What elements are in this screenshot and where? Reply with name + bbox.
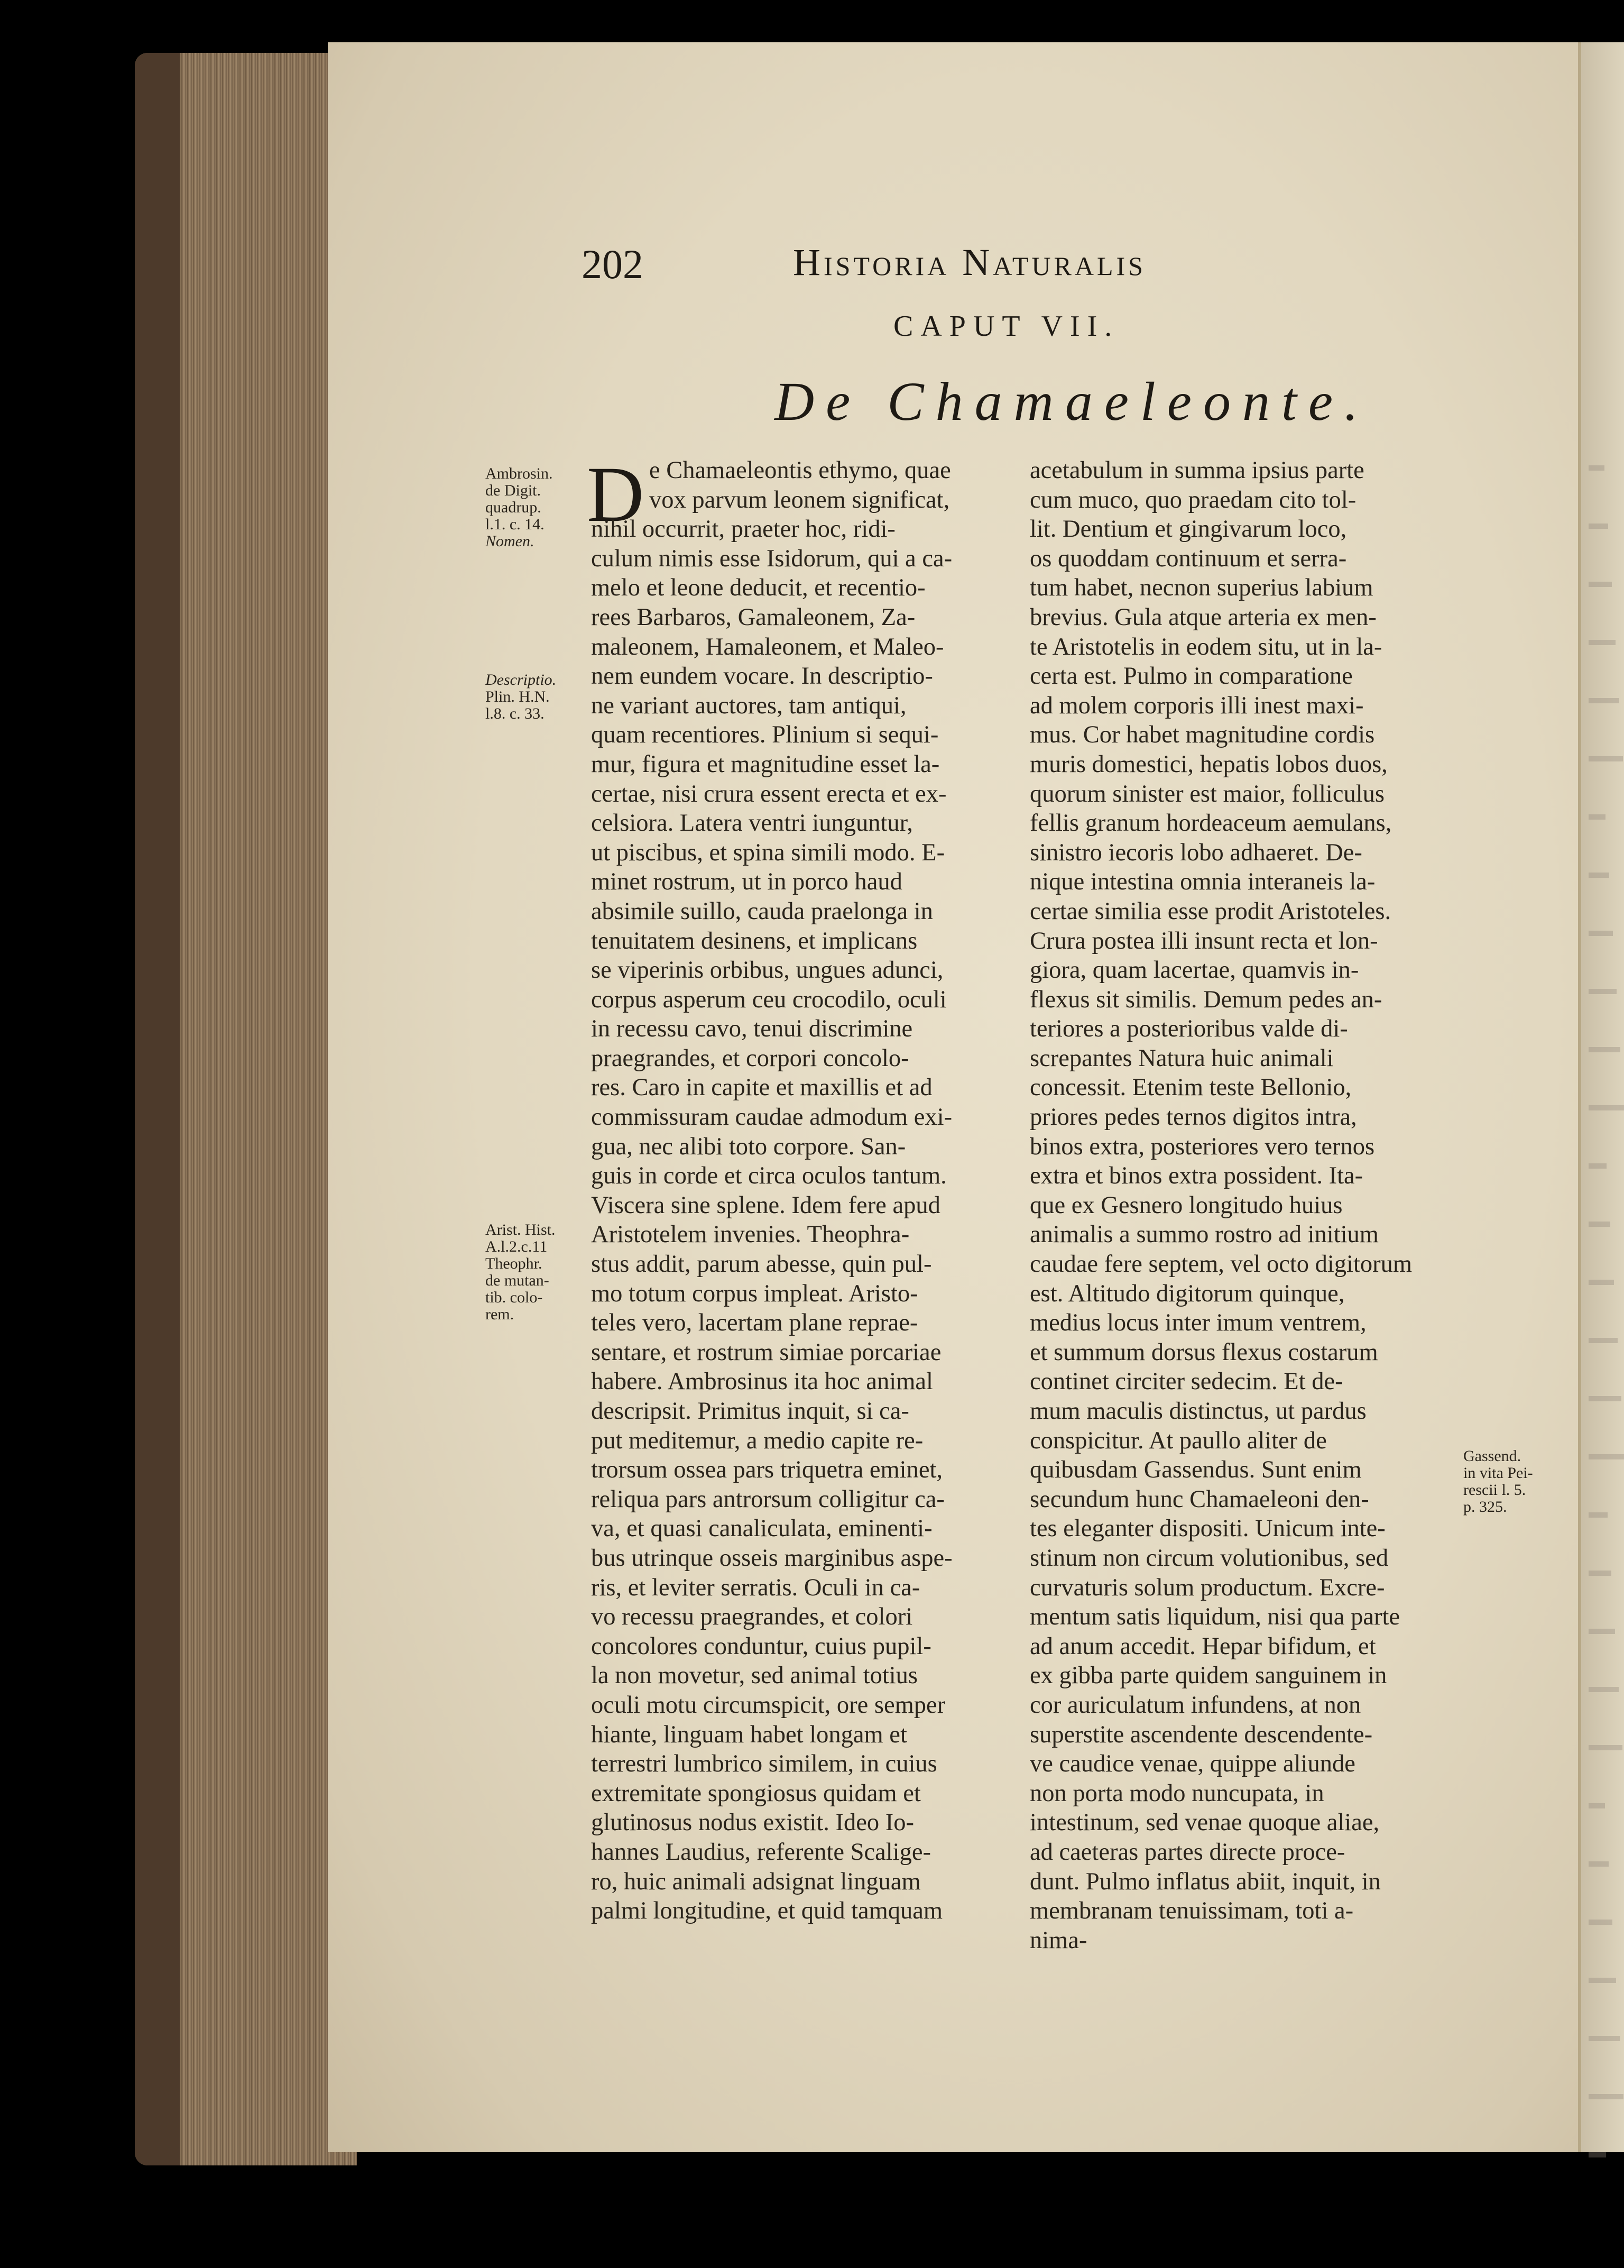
- text-line: trorsum ossea pars triquetra eminet,: [591, 1456, 943, 1484]
- text-line: Viscera sine splene. Idem fere apud: [591, 1191, 940, 1219]
- margin-note-line: rescii l. 5.: [1463, 1481, 1526, 1499]
- text-line: stinum non circum volutionibus, sed: [1030, 1544, 1389, 1572]
- text-line: conspicitur. At paullo aliter de: [1030, 1427, 1327, 1454]
- text-line: concolores conduntur, cuius pupil-: [591, 1632, 931, 1660]
- text-line: nique intestina omnia interaneis la-: [1030, 868, 1376, 896]
- text-line: mum maculis distinctus, ut pardus: [1030, 1398, 1367, 1425]
- text-line: tum habet, necnon superius labium: [1030, 574, 1373, 602]
- text-line: res. Caro in capite et maxillis et ad: [591, 1074, 933, 1101]
- text-line: vo recessu praegrandes, et colori: [591, 1603, 913, 1631]
- text-line: minet rostrum, ut in porco haud: [591, 868, 902, 896]
- text-line: mo totum corpus impleat. Aristo-: [591, 1280, 918, 1307]
- text-line: e Chamaeleontis ethymo, quae: [649, 457, 951, 484]
- text-line: bus utrinque osseis marginibus aspe-: [591, 1544, 953, 1572]
- text-line: brevius. Gula atque arteria ex men-: [1030, 603, 1377, 631]
- text-line: giora, quam lacertae, quamvis in-: [1030, 957, 1359, 984]
- text-line: secundum hunc Chamaeleoni den-: [1030, 1485, 1369, 1513]
- text-line: nem eundem vocare. In descriptio-: [591, 663, 933, 690]
- text-line: descripsit. Primitus inquit, si ca-: [591, 1398, 909, 1425]
- text-line: est. Altitudo digitorum quinque,: [1030, 1280, 1345, 1307]
- text-line: ad molem corporis illi inest maxi-: [1030, 692, 1364, 719]
- text-line: teriores a posterioribus valde di-: [1030, 1015, 1348, 1043]
- text-line: put meditemur, a medio capite re-: [591, 1427, 924, 1454]
- text-line: ve caudice venae, quippe aliunde: [1030, 1750, 1355, 1778]
- text-line: non porta modo nuncupata, in: [1030, 1779, 1324, 1807]
- facing-page-text-trace: [1589, 2094, 1623, 2099]
- text-line: in recessu cavo, tenui discrimine: [591, 1015, 913, 1043]
- text-line: oculi motu circumspicit, ore semper: [591, 1691, 946, 1719]
- text-line: commissuram caudae admodum exi-: [591, 1104, 953, 1131]
- text-line: guis in corde et circa oculos tantum.: [591, 1162, 947, 1190]
- text-line: ro, huic animali adsignat linguam: [591, 1868, 921, 1895]
- text-line: cor auriculatum infundens, at non: [1030, 1691, 1361, 1719]
- facing-page-text-trace: [1589, 1803, 1605, 1808]
- facing-page-text-trace: [1589, 1280, 1614, 1285]
- margin-note-line: de mutan-: [485, 1272, 549, 1289]
- text-line: hannes Laudius, referente Scalige-: [591, 1838, 931, 1866]
- text-column-left: [591, 456, 1014, 1926]
- text-line: Crura postea illi insunt recta et lon-: [1030, 927, 1378, 954]
- margin-note-line: Nomen.: [485, 532, 534, 550]
- text-line: te Aristotelis in eodem situ, ut in la-: [1030, 633, 1382, 660]
- text-line: praegrandes, et corpori concolo-: [591, 1044, 909, 1072]
- text-line: celsiora. Latera ventri iunguntur,: [591, 810, 913, 837]
- text-line: fellis granum hordeaceum aemulans,: [1030, 810, 1392, 837]
- margin-note-line: de Digit.: [485, 482, 541, 499]
- facing-page-text-trace: [1589, 1338, 1618, 1343]
- margin-note-line: Gassend.: [1463, 1447, 1521, 1465]
- text-line: quibusdam Gassendus. Sunt enim: [1030, 1456, 1362, 1484]
- text-line: tenuitatem desinens, et implicans: [591, 927, 918, 954]
- text-line: acetabulum in summa ipsius parte: [1030, 457, 1364, 484]
- text-column-right: [1030, 456, 1463, 1955]
- text-line: culum nimis esse Isidorum, qui a ca-: [591, 545, 953, 572]
- chapter-heading: CAPUT VII.: [893, 310, 1120, 343]
- facing-page-text-trace: [1589, 640, 1616, 645]
- text-line: ne variant auctores, tam antiqui,: [591, 692, 907, 719]
- facing-page-text-trace: [1589, 2036, 1620, 2041]
- text-line: mentum satis liquidum, nisi qua parte: [1030, 1603, 1400, 1631]
- text-line: nima-: [1030, 1926, 1087, 1954]
- facing-page-text-trace: [1589, 1920, 1612, 1925]
- margin-note-line: l.8. c. 33.: [485, 705, 545, 722]
- facing-page-text-trace: [1589, 1163, 1607, 1169]
- facing-page-text-trace: [1589, 1105, 1624, 1110]
- margin-note-line: Descriptio.: [485, 671, 557, 688]
- text-line: terrestri lumbrico similem, in cuius: [591, 1750, 937, 1778]
- text-line: os quoddam continuum et serra-: [1030, 545, 1347, 572]
- facing-page-text-trace: [1589, 1745, 1622, 1750]
- facing-page-text-trace: [1589, 1047, 1620, 1052]
- text-line: dunt. Pulmo inflatus abiit, inquit, in: [1030, 1868, 1381, 1895]
- margin-note-line: Arist. Hist.: [485, 1221, 556, 1238]
- text-line: habere. Ambrosinus ita hoc animal: [591, 1368, 933, 1395]
- text-line: caudae fere septem, vel octo digitorum: [1030, 1251, 1413, 1278]
- facing-page-text-trace: [1589, 1629, 1615, 1634]
- text-line: mur, figura et magnitudine esset la-: [591, 750, 940, 778]
- text-line: nihil occurrit, praeter hoc, ridi-: [591, 516, 896, 543]
- text-line: la non movetur, sed animal totius: [591, 1662, 918, 1689]
- text-line: screpantes Natura huic animali: [1030, 1044, 1334, 1072]
- drop-cap-initial: D: [587, 451, 644, 538]
- text-line: hiante, linguam habet longam et: [591, 1721, 907, 1748]
- text-line: priores pedes ternos digitos intra,: [1030, 1104, 1357, 1131]
- margin-note-line: quadrup.: [485, 499, 541, 516]
- margin-note-line: Plin. H.N.: [485, 688, 550, 705]
- margin-note: [485, 1222, 556, 1323]
- text-line: ex gibba parte quidem sanguinem in: [1030, 1662, 1387, 1689]
- text-line: concessit. Etenim teste Bellonio,: [1030, 1074, 1352, 1101]
- text-line: ut piscibus, et spina simili modo. E-: [591, 839, 945, 866]
- text-line: binos extra, posteriores vero ternos: [1030, 1133, 1375, 1160]
- facing-page-text-trace: [1589, 1861, 1609, 1867]
- text-line: certa est. Pulmo in comparatione: [1030, 663, 1353, 690]
- text-line: sentare, et rostrum simiae porcariae: [591, 1338, 942, 1366]
- text-line: continet circiter sedecim. Et de-: [1030, 1368, 1343, 1395]
- facing-page-text-trace: [1589, 1571, 1611, 1576]
- text-line: gua, nec alibi toto corpore. San-: [591, 1133, 906, 1160]
- text-line: va, et quasi canaliculata, eminenti-: [591, 1515, 933, 1542]
- facing-page-text-trace: [1589, 873, 1609, 878]
- text-line: glutinosus nodus existit. Ideo Io-: [591, 1809, 914, 1837]
- facing-page-text-trace: [1589, 931, 1613, 936]
- page-number: 202: [582, 241, 643, 287]
- margin-note-line: in vita Pei-: [1463, 1464, 1533, 1482]
- text-line: rees Barbaros, Gamaleonem, Za-: [591, 603, 916, 631]
- text-line: medius locus inter imum ventrem,: [1030, 1309, 1367, 1337]
- text-line: vox parvum leonem significat,: [649, 486, 950, 513]
- facing-page-text-trace: [1589, 989, 1617, 994]
- text-line: sinistro iecoris lobo adhaeret. De-: [1030, 839, 1362, 866]
- margin-note: [1463, 1448, 1533, 1516]
- text-line: muris domestici, hepatis lobos duos,: [1030, 750, 1388, 778]
- text-line: melo et leone deducit, et recentio-: [591, 574, 926, 602]
- facing-page-edge: [1578, 42, 1624, 2152]
- text-line: corpus asperum ceu crocodilo, oculi: [591, 986, 947, 1013]
- text-line: membranam tenuissimam, toti a-: [1030, 1897, 1354, 1925]
- facing-page-text-trace: [1589, 465, 1604, 471]
- text-line: Aristotelem invenies. Theophra-: [591, 1221, 910, 1248]
- text-line: tes eleganter dispositi. Unicum inte-: [1030, 1515, 1386, 1542]
- text-line: mus. Cor habet magnitudine cordis: [1030, 721, 1375, 749]
- facing-page-text-trace: [1589, 698, 1619, 703]
- text-line: et summum dorsus flexus costarum: [1030, 1338, 1378, 1366]
- margin-note-line: l.1. c. 14.: [485, 516, 545, 533]
- margin-note: [485, 672, 556, 722]
- text-line: que ex Gesnero longitudo huius: [1030, 1191, 1343, 1219]
- text-line: ris, et leviter serratis. Oculi in ca-: [591, 1574, 920, 1601]
- facing-page-text-trace: [1589, 1978, 1616, 1983]
- margin-note-line: A.l.2.c.11: [485, 1238, 548, 1255]
- margin-note: [485, 465, 553, 550]
- text-line: extra et binos extra possident. Ita-: [1030, 1162, 1363, 1190]
- chapter-title: De Chamaeleonte.: [774, 371, 1370, 432]
- text-line: stus addit, parum abesse, quin pul-: [591, 1251, 932, 1278]
- facing-page-text-trace: [1589, 1222, 1610, 1227]
- text-line: certae, nisi crura essent erecta et ex-: [591, 780, 947, 807]
- text-line: certae similia esse prodit Aristoteles.: [1030, 897, 1391, 925]
- text-line: superstite ascendente descendente-: [1030, 1721, 1373, 1748]
- text-line: lit. Dentium et gingivarum loco,: [1030, 516, 1347, 543]
- text-line: quam recentiores. Plinium si sequi-: [591, 721, 939, 749]
- text-line: maleonem, Hamaleonem, et Maleo-: [591, 633, 944, 660]
- text-line: quorum sinister est maior, folliculus: [1030, 780, 1385, 807]
- facing-page-text-trace: [1589, 1454, 1624, 1459]
- text-line: teles vero, lacertam plane reprae-: [591, 1309, 918, 1337]
- margin-note-line: rem.: [485, 1306, 514, 1323]
- text-line: flexus sit similis. Demum pedes an-: [1030, 986, 1382, 1013]
- text-line: se viperinis orbibus, ungues adunci,: [591, 957, 944, 984]
- text-line: animalis a summo rostro ad initium: [1030, 1221, 1379, 1248]
- text-line: intestinum, sed venae quoque aliae,: [1030, 1809, 1380, 1837]
- margin-note-line: Theophr.: [485, 1255, 542, 1272]
- facing-page-text-trace: [1589, 1512, 1608, 1518]
- facing-page-text-trace: [1589, 1396, 1621, 1401]
- text-line: cum muco, quo praedam cito tol-: [1030, 486, 1357, 513]
- book-cover-board: [135, 53, 180, 2165]
- text-line: ad anum accedit. Hepar bifidum, et: [1030, 1632, 1376, 1660]
- running-head: Historia Naturalis: [793, 241, 1146, 283]
- margin-note-line: tib. colo-: [485, 1289, 543, 1306]
- text-line: reliqua pars antrorsum colligitur ca-: [591, 1485, 945, 1513]
- facing-page-text-trace: [1589, 524, 1608, 529]
- margin-note-line: p. 325.: [1463, 1498, 1507, 1516]
- facing-page-text-trace: [1589, 814, 1605, 820]
- facing-page-text-trace: [1589, 582, 1612, 587]
- text-line: absimile suillo, cauda praelonga in: [591, 897, 933, 925]
- text-line: palmi longitudine, et quid tamquam: [591, 1897, 943, 1925]
- facing-page-text-trace: [1589, 756, 1623, 761]
- text-line: ad caeteras partes directe proce-: [1030, 1838, 1345, 1866]
- text-line: curvaturis solum productum. Excre-: [1030, 1574, 1385, 1601]
- text-line: extremitate spongiosus quidam et: [591, 1779, 921, 1807]
- facing-page-text-trace: [1589, 2152, 1606, 2157]
- facing-page-text-trace: [1589, 1687, 1619, 1692]
- margin-note-line: Ambrosin.: [485, 465, 553, 482]
